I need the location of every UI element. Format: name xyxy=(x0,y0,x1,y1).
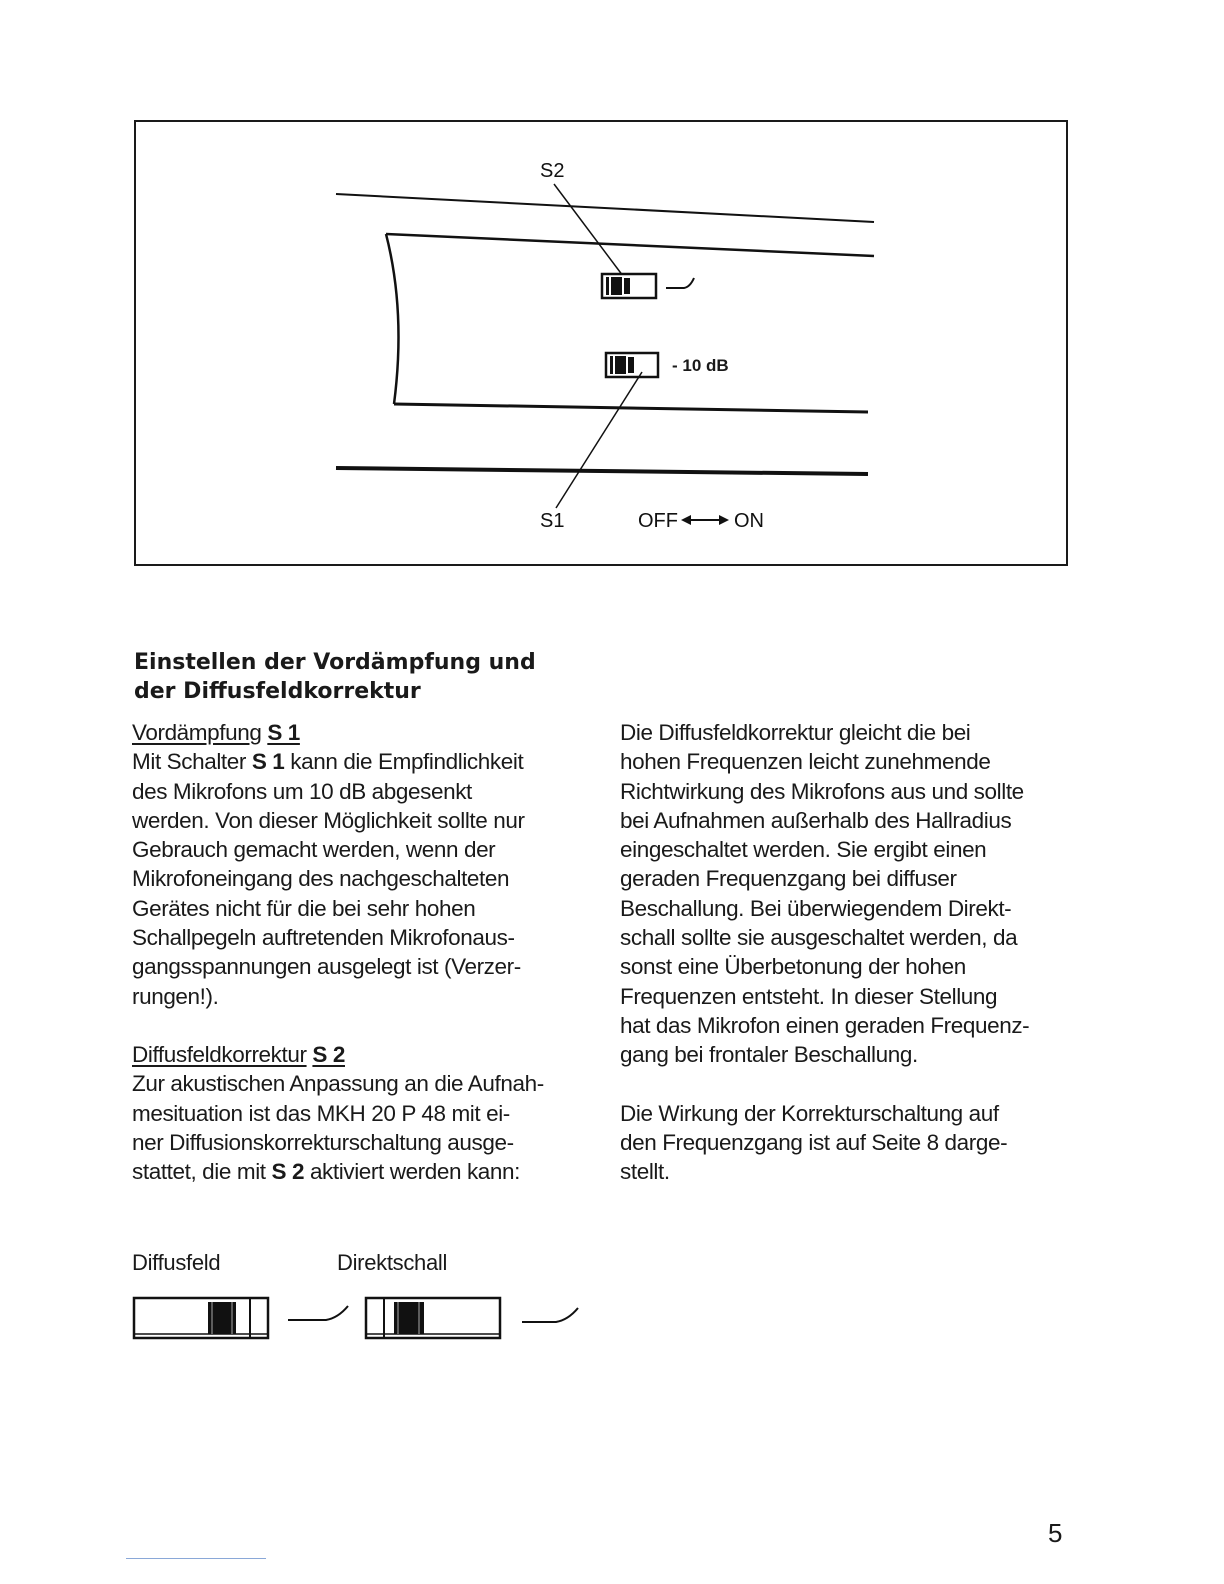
diffuse-curve-symbol xyxy=(288,1306,348,1320)
section-heading xyxy=(134,648,594,706)
text-line: werden. Von dieser Möglichkeit sollte nur xyxy=(132,807,525,833)
body-edge-line xyxy=(336,468,868,474)
label-s1: S1 xyxy=(540,510,565,532)
body-edge-line xyxy=(386,234,874,256)
heading-line: Einstellen der Vordämpfung und xyxy=(134,650,536,675)
s2-subheading: Diffusfeldkorrektur S 2 xyxy=(132,1041,345,1067)
text-line: ner Diffusionskorrekturschaltung ausge- xyxy=(132,1129,514,1155)
text-line: rungen!). xyxy=(132,983,219,1009)
body-edge-line xyxy=(394,404,868,412)
direct-curve-symbol xyxy=(522,1308,578,1322)
label-on: ON xyxy=(734,510,764,532)
s2-leader-line xyxy=(554,184,626,280)
paragraph-diffusfeld: Die Diffusfeldkorrektur gleicht die bei hohen Frequenzen leicht zunehmende Richtwirkung des Mikrofons aus und sollte bei Aufnahmen außerhalb des Hallradius eingeschaltet werden. Sie ergibt einen geraden Frequenzgang bei diffuser Beschallung. Bei überwiegendem Direkt- schall sollte sie ausgeschaltet werden, da sonst eine Überbetonung der hohen Frequenzen entsteht. In dieser Stellung hat das Mikrofon einen geraden Frequenz- gang bei frontaler Beschallung. xyxy=(620,720,1030,1068)
label-minus-10-db: - 10 dB xyxy=(672,356,729,375)
body-end-curve xyxy=(386,234,399,404)
text-line: Mikrofoneingang des nachgeschalteten xyxy=(132,866,510,892)
text-line: mesituation ist das MKH 20 P 48 mit ei- xyxy=(132,1100,510,1126)
switch-s2 xyxy=(602,274,656,298)
diffuse-curve-symbol xyxy=(666,278,694,288)
left-column xyxy=(132,718,602,1186)
right-column xyxy=(620,718,1090,1186)
text-line: Gebrauch gemacht werden, wenn der xyxy=(132,837,496,863)
switch-diffusfeld xyxy=(134,1298,268,1338)
s1-subheading: Vordämpfung S 1 xyxy=(132,720,300,745)
label-diffusfeld: Diffusfeld xyxy=(132,1250,221,1275)
switch-s1 xyxy=(606,353,658,377)
footer-rule xyxy=(126,1558,266,1559)
label-direktschall: Direktschall xyxy=(337,1250,448,1275)
label-off: OFF xyxy=(638,510,678,532)
switch-diagram-figure xyxy=(134,120,1068,566)
text-line: stattet, die mit S 2 aktiviert werden kann: xyxy=(132,1159,521,1185)
s1-leader-line xyxy=(556,372,642,508)
text-line: Gerätes nicht für die bei sehr hohen xyxy=(132,895,476,921)
paragraph-wirkung: Die Wirkung der Korrekturschaltung auf den Frequenzgang ist auf Seite 8 darge- stellt. xyxy=(620,1100,1008,1185)
arrow-head-left xyxy=(681,515,691,525)
heading-line: der Diffusfeldkorrektur xyxy=(134,679,421,704)
text-line: Schallpegeln auftretenden Mikrofonaus- xyxy=(132,925,515,951)
text-line: des Mikrofons um 10 dB abgesenkt xyxy=(132,778,472,804)
text-line: Mit Schalter S 1 kann die Empfindlichkeit xyxy=(132,749,524,775)
text-line: Zur akustischen Anpassung an die Aufnah- xyxy=(132,1071,544,1097)
microphone-body-drawing xyxy=(136,122,1066,564)
switch-direktschall xyxy=(366,1298,500,1338)
body-edge-line xyxy=(336,194,874,222)
switch-positions-illustration xyxy=(128,1290,588,1350)
label-s2: S2 xyxy=(540,160,565,182)
text-line: gangsspannungen ausgelegt ist (Verzer- xyxy=(132,954,521,980)
arrow-head-right xyxy=(719,515,729,525)
page-number: 5 xyxy=(1048,1518,1063,1548)
